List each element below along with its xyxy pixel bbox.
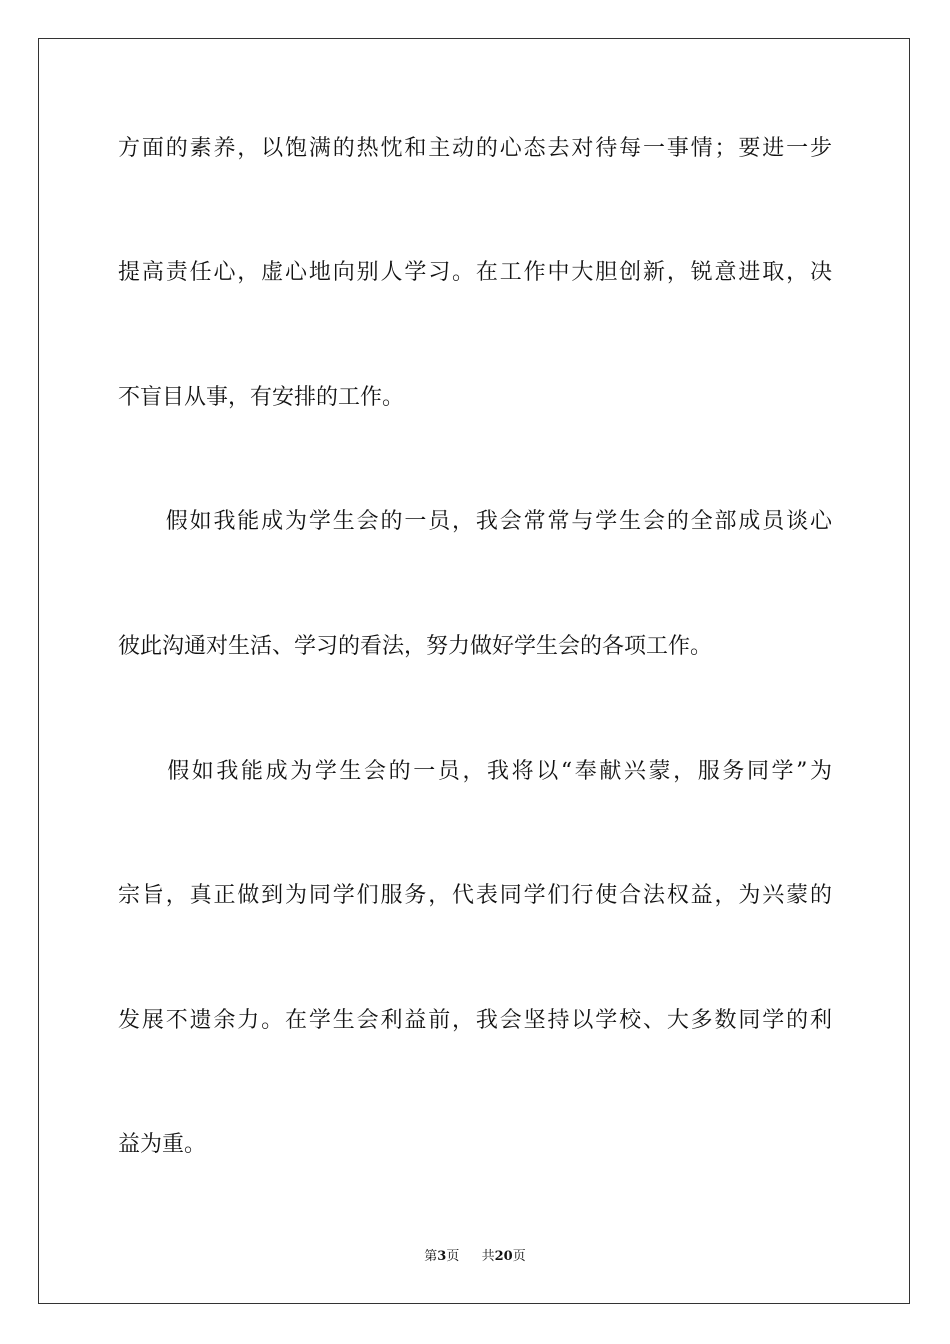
total-suffix: 页 xyxy=(512,1249,526,1264)
body-text-line: 方面的素养，以饱满的热忱和主动的心态去对待每一事情；要进一步 xyxy=(118,136,832,161)
body-text-line: 宗旨，真正做到为同学们服务，代表同学们行使合法权益，为兴蒙的 xyxy=(118,883,832,908)
body-text-line: 彼此沟通对生活、学习的看法，努力做好学生会的各项工作。 xyxy=(118,634,713,659)
total-prefix: 共 xyxy=(481,1249,495,1264)
body-text-line: 益为重。 xyxy=(118,1132,207,1157)
body-text-line: 提高责任心，虚心地向别人学习。在工作中大胆创新，锐意进取，决 xyxy=(118,260,832,285)
body-text-line: 发展不遗余力。在学生会利益前，我会坚持以学校、大多数同学的利 xyxy=(118,1008,832,1033)
page-number: 3 xyxy=(437,1249,447,1264)
total-pages: 20 xyxy=(494,1249,513,1264)
body-text-line: 假如我能成为学生会的一员，我将以“奉献兴蒙，服务同学”为 xyxy=(118,759,832,784)
page-prefix: 第 xyxy=(424,1249,438,1264)
page-border xyxy=(38,38,910,1304)
body-text-line: 假如我能成为学生会的一员，我会常常与学生会的全部成员谈心 xyxy=(118,509,832,534)
page-suffix: 页 xyxy=(446,1249,460,1264)
body-text-line: 不盲目从事，有安排的工作。 xyxy=(118,385,405,410)
page-footer xyxy=(0,1248,950,1266)
